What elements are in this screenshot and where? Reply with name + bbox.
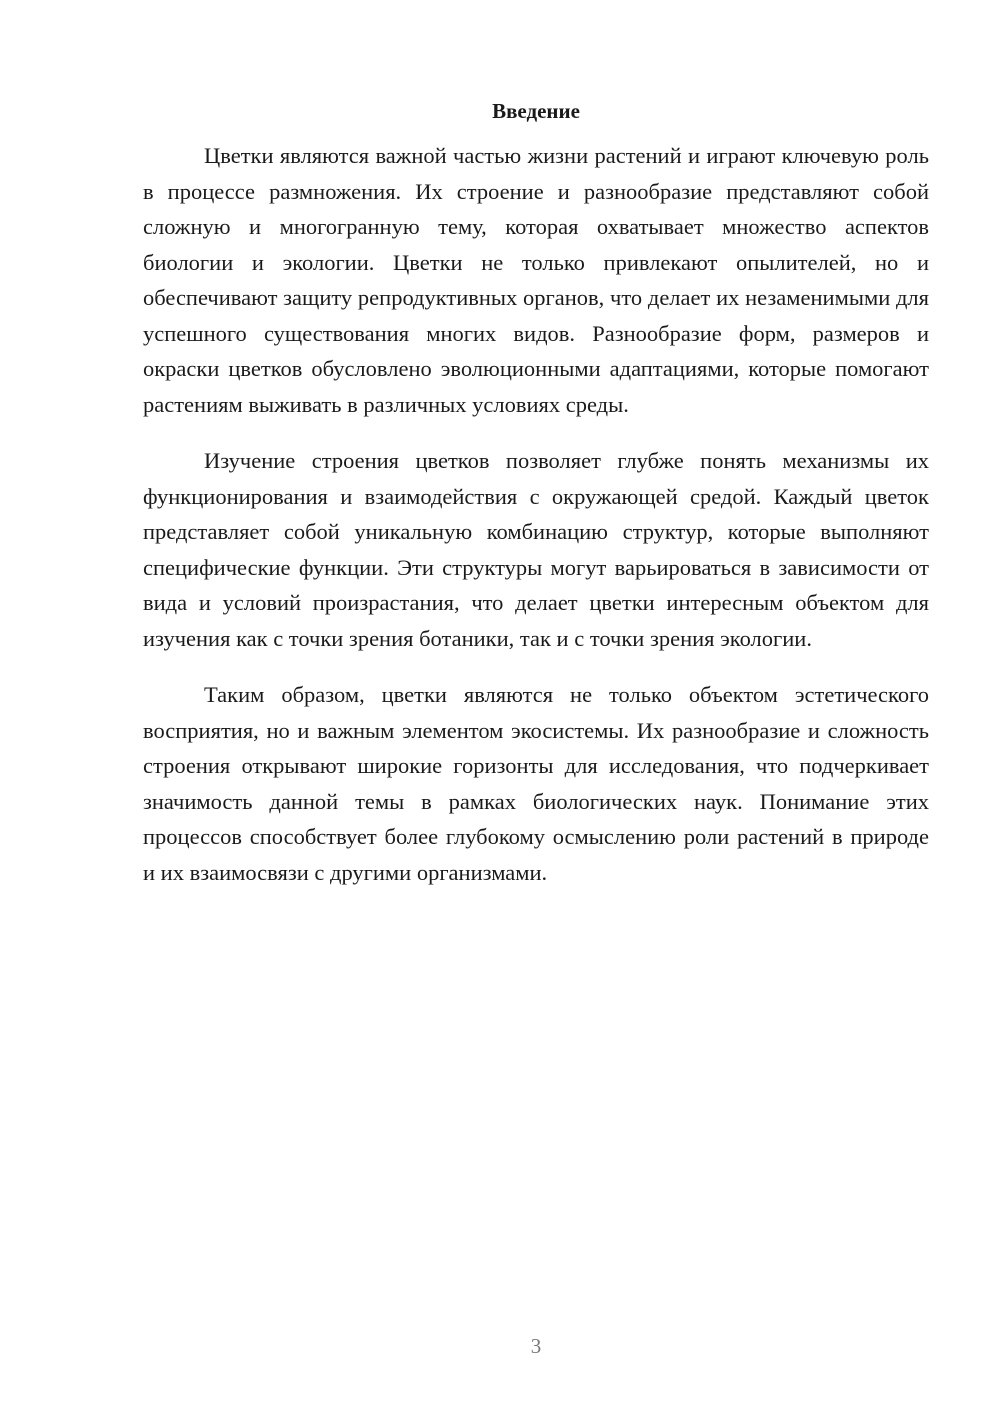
paragraph-2: Изучение строения цветков позволяет глубже понять механизмы их функционирования и взаимодействия с окружающей средой. Каждый цветок представляет собой уникальную комбинацию структур, которые выполняют специфические функции. Эти структуры могут варьироваться в зависимости от вида и условий произрастания, что делает цветки интересным объектом для изучения как с точки зрения ботаники, так и с точки зрения экологии. (143, 448, 929, 651)
page-content (143, 96, 929, 890)
section-heading: Введение (492, 99, 580, 123)
paragraph-1: Цветки являются важной частью жизни растений и играют ключевую роль в процессе размножения. Их строение и разнообразие представляют собой сложную и многогранную тему, которая охватывает множество аспектов биологии и экологии. Цветки не только привлекают опылителей, но и обеспечивают защиту репродуктивных органов, что делает их незаменимыми для успешного существования многих видов. Разнообразие форм, размеров и окраски цветков обусловлено эволюционными адаптациями, которые помогают растениям выживать в различных условиях среды. (143, 143, 929, 417)
page-number: 3 (530, 1334, 542, 1358)
paragraph-3: Таким образом, цветки являются не только объектом эстетического восприятия, но и важным элементом экосистемы. Их разнообразие и сложность строения открывают широкие горизонты для исследования, что подчеркивает значимость данной темы в рамках биологических наук. Понимание этих процессов способствует более глубокому осмыслению роли растений в природе и их взаимосвязи с другими организмами. (143, 682, 929, 885)
